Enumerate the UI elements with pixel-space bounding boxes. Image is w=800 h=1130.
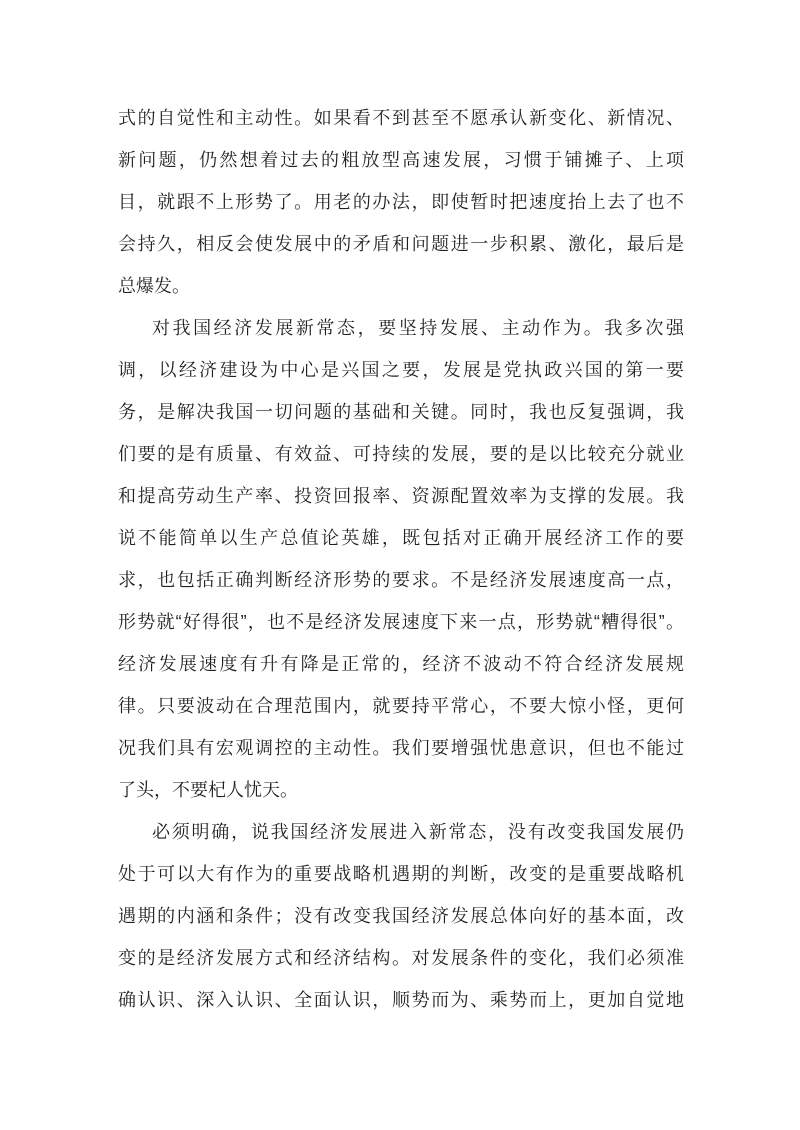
text-line: 遇期的内涵和条件；没有改变我国经济发展总体向好的基本面，改 xyxy=(118,906,684,926)
text-line: 总爆发。 xyxy=(118,276,190,296)
text-content xyxy=(118,97,684,1021)
text-line: 目，就跟不上形势了。用老的办法，即使暂时把速度抬上去了也不 xyxy=(118,192,684,212)
text-line: 了头，不要杞人忧天。 xyxy=(118,780,298,800)
text-line: 变的是经济发展方式和经济结构。对发展条件的变化，我们必须准 xyxy=(118,948,684,968)
text-line: 处于可以大有作为的重要战略机遇期的判断，改变的是重要战略机 xyxy=(118,864,684,884)
text-line: 说不能简单以生产总值论英雄，既包括对正确开展经济工作的要 xyxy=(118,528,684,548)
text-line: 和提高劳动生产率、投资回报率、资源配置效率为支撑的发展。我 xyxy=(118,486,684,506)
paragraph xyxy=(118,97,684,307)
text-line: 经济发展速度有升有降是正常的，经济不波动不符合经济发展规 xyxy=(118,654,684,674)
text-line: 们要的是有质量、有效益、可持续的发展，要的是以比较充分就业 xyxy=(118,444,684,464)
text-line: 务，是解决我国一切问题的基础和关键。同时，我也反复强调，我 xyxy=(118,402,684,422)
text-line: 会持久，相反会使发展中的矛盾和问题进一步积累、激化，最后是 xyxy=(118,234,684,254)
text-line: 对我国经济发展新常态，要坚持发展、主动作为。我多次强 xyxy=(152,318,684,338)
text-line: 式的自觉性和主动性。如果看不到甚至不愿承认新变化、新情况、 xyxy=(118,108,684,128)
text-line: 律。只要波动在合理范围内，就要持平常心，不要大惊小怪，更何 xyxy=(118,696,684,716)
text-line: 必须明确，说我国经济发展进入新常态，没有改变我国发展仍 xyxy=(152,822,684,842)
paragraph xyxy=(118,307,684,811)
text-line: 求，也包括正确判断经济形势的要求。不是经济发展速度高一点， xyxy=(118,570,684,590)
text-line: 形势就“好得很”，也不是经济发展速度下来一点，形势就“糟得很”。 xyxy=(118,612,684,632)
text-line: 调，以经济建设为中心是兴国之要，发展是党执政兴国的第一要 xyxy=(118,360,684,380)
text-line: 新问题，仍然想着过去的粗放型高速发展，习惯于铺摊子、上项 xyxy=(118,150,684,170)
text-line: 确认识、深入认识、全面认识，顺势而为、乘势而上，更加自觉地 xyxy=(118,990,684,1010)
paragraph xyxy=(118,811,684,1021)
text-line: 况我们具有宏观调控的主动性。我们要增强忧患意识，但也不能过 xyxy=(118,738,684,758)
